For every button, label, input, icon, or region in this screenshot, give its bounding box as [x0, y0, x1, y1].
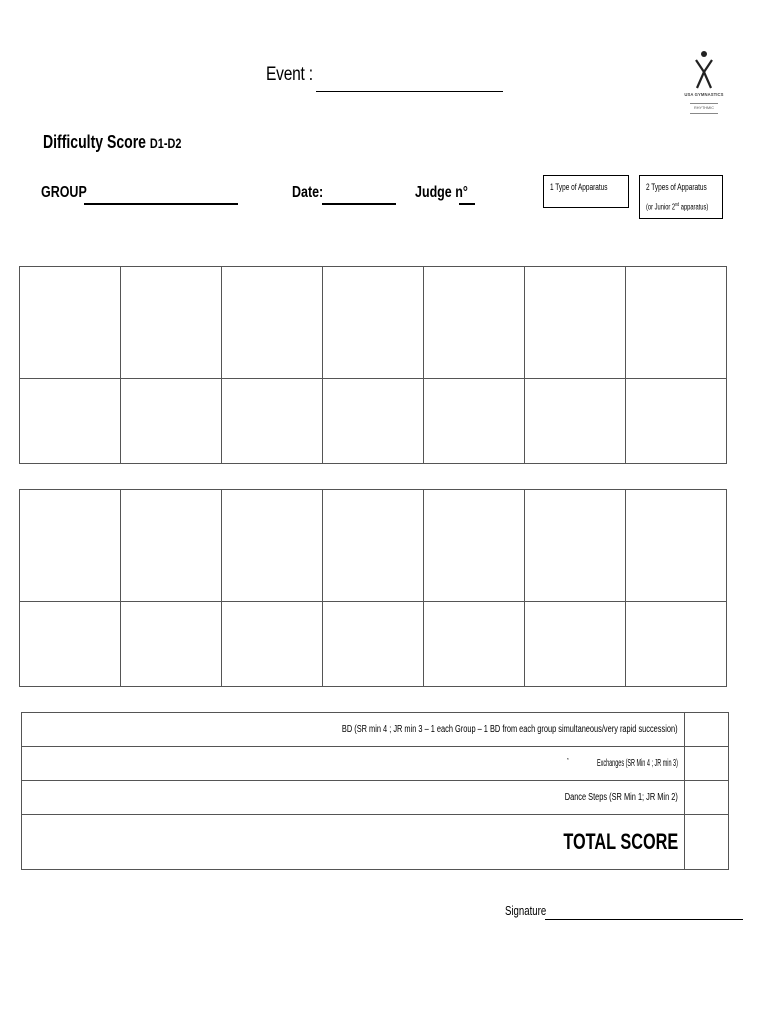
signature-label: Signature: [505, 903, 547, 918]
total-score-cell[interactable]: [685, 815, 729, 870]
score-row-label: * Exchanges (SR Min 4 ; JR min 3): [22, 747, 685, 781]
logo-subtext: RHYTHMIC: [693, 106, 715, 110]
judge-input-line[interactable]: [459, 203, 475, 205]
grid-cell[interactable]: [525, 267, 626, 379]
title-suffix: D1-D2: [149, 135, 182, 151]
logo-divider: [690, 103, 718, 104]
group-input-line[interactable]: [84, 203, 238, 205]
grid-cell[interactable]: [525, 379, 626, 464]
grid-cell[interactable]: [20, 490, 121, 602]
score-table: [21, 712, 729, 870]
date-label: Date:: [292, 184, 324, 201]
grid-cell[interactable]: [121, 490, 222, 602]
difficulty-grid-1: [19, 266, 727, 464]
logo-divider: [690, 113, 718, 114]
grid-cell[interactable]: [424, 490, 525, 602]
page-title: [43, 132, 181, 153]
date-input-line[interactable]: [322, 203, 396, 205]
grid-cell[interactable]: [222, 379, 323, 464]
event-input-line[interactable]: [316, 91, 503, 92]
grid-cell[interactable]: [323, 267, 424, 379]
score-value-cell[interactable]: [685, 781, 729, 815]
total-score-row: [22, 815, 729, 870]
group-label: GROUP: [41, 184, 87, 201]
grid-cell[interactable]: [222, 490, 323, 602]
score-value-cell[interactable]: [685, 747, 729, 781]
apparatus-two-label: 2 Types of Apparatus: [646, 182, 707, 192]
total-score-label: TOTAL SCORE: [22, 815, 685, 870]
grid-cell[interactable]: [626, 490, 727, 602]
logo-text: USA GYMNASTICS: [684, 92, 724, 97]
difficulty-grid-2: [19, 489, 727, 687]
grid-cell[interactable]: [525, 602, 626, 687]
score-row-bd: [22, 713, 729, 747]
title-text: Difficulty Score: [43, 132, 146, 152]
grid-cell[interactable]: [424, 267, 525, 379]
apparatus-two-note: (or Junior 2nd apparatus): [646, 202, 709, 212]
apparatus-one-checkbox[interactable]: [543, 175, 629, 208]
grid-cell[interactable]: [222, 602, 323, 687]
judge-label: Judge n°: [415, 184, 468, 201]
score-value-cell[interactable]: [685, 713, 729, 747]
grid-cell[interactable]: [323, 490, 424, 602]
grid-cell[interactable]: [121, 267, 222, 379]
signature-input-line[interactable]: [545, 919, 743, 920]
grid-cell[interactable]: [323, 379, 424, 464]
score-row-dance-steps: [22, 781, 729, 815]
grid-cell[interactable]: [626, 379, 727, 464]
score-row-label: Dance Steps (SR Min 1; JR Min 2): [22, 781, 685, 815]
grid-cell[interactable]: [626, 267, 727, 379]
apparatus-one-label: 1 Type of Apparatus: [550, 182, 608, 192]
event-label: Event :: [266, 64, 313, 85]
grid-cell[interactable]: [626, 602, 727, 687]
grid-cell[interactable]: [424, 602, 525, 687]
grid-cell[interactable]: [20, 267, 121, 379]
score-row-exchanges: [22, 747, 729, 781]
apparatus-two-checkbox[interactable]: [639, 175, 723, 219]
grid-cell[interactable]: [121, 602, 222, 687]
grid-cell[interactable]: [424, 379, 525, 464]
grid-cell[interactable]: [323, 602, 424, 687]
score-row-label: BD (SR min 4 ; JR min 3 – 1 each Group – 1 BD from each group simultaneous/very rapid succession): [22, 713, 685, 747]
grid-cell[interactable]: [222, 267, 323, 379]
grid-cell[interactable]: [121, 379, 222, 464]
grid-cell[interactable]: [525, 490, 626, 602]
grid-cell[interactable]: [20, 602, 121, 687]
grid-cell[interactable]: [20, 379, 121, 464]
